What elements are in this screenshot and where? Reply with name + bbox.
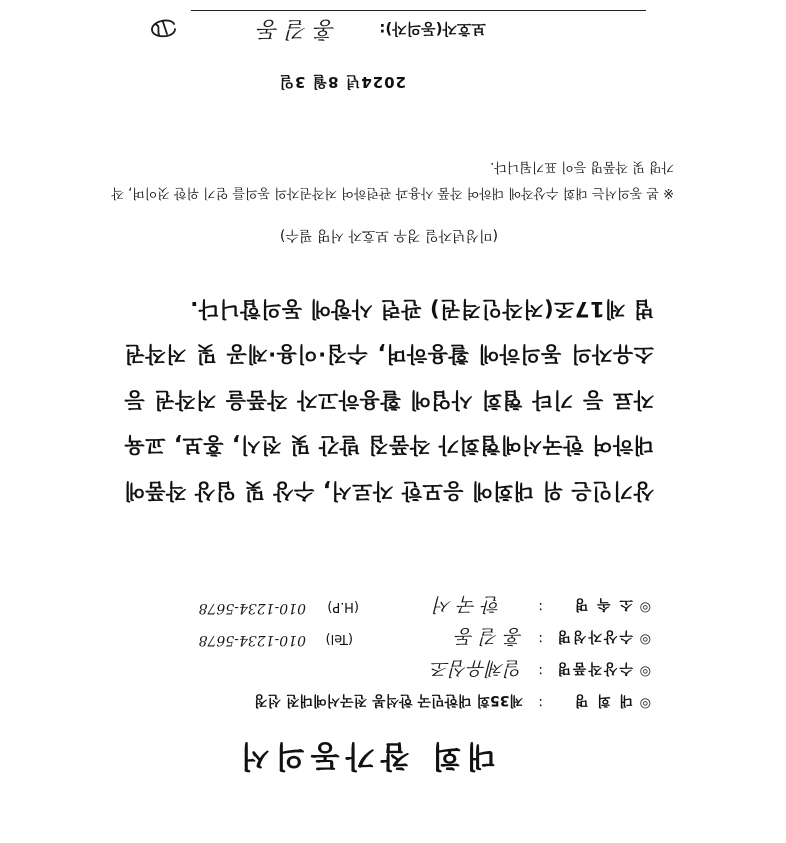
info-label: 대 회 명 bbox=[572, 692, 633, 708]
info-label: 소 속 명 bbox=[572, 596, 633, 612]
bullet-icon: ◎ bbox=[639, 664, 651, 679]
phone-value: 010-1234-5678 bbox=[198, 600, 306, 616]
info-value-handwritten: 홍 길 동 bbox=[455, 625, 523, 647]
footnote: ※ 본 동의서는 대회 수상작에 대하여 작품 사용과 관련하여 저작권자의 동의를 얻기 위한 것이며, 작가명 및 작품명 등이 표기됩니다. bbox=[111, 159, 674, 200]
signer-name: 홍 길 동 bbox=[258, 16, 336, 41]
date-line: 2024년 8월 3일 bbox=[278, 73, 406, 91]
bullet-icon: ◎ bbox=[639, 600, 651, 615]
info-label: 수상자성명 bbox=[555, 628, 633, 644]
info-value: 제35회 대한민국 한석봉 전국서예대전 선정 bbox=[254, 692, 523, 708]
seal-signature-mark bbox=[147, 14, 181, 44]
info-colon: : bbox=[538, 695, 543, 711]
info-row-winner-name bbox=[131, 623, 651, 651]
guardian-note: (미성년자일 경우 보호자 서명 필수) bbox=[279, 227, 499, 243]
info-row-affiliation bbox=[131, 591, 651, 619]
info-colon: : bbox=[538, 663, 543, 679]
info-colon: : bbox=[538, 631, 543, 647]
phone-value: 010-1234-5678 bbox=[198, 632, 306, 648]
info-label: 수상작품명 bbox=[555, 660, 633, 676]
phone-label: (H.P) bbox=[327, 599, 359, 614]
document-title: 대회 참가동의서 bbox=[234, 738, 496, 773]
signature-underline bbox=[191, 10, 646, 11]
info-colon: : bbox=[538, 599, 543, 615]
signer-label: 보호자(동의자): bbox=[379, 20, 486, 38]
info-row-work-title bbox=[131, 655, 651, 683]
bullet-icon: ◎ bbox=[639, 696, 651, 711]
phone-label: (Tel) bbox=[325, 631, 353, 646]
bullet-icon: ◎ bbox=[639, 632, 651, 647]
info-value-handwritten: 일체유심조 bbox=[431, 657, 523, 679]
info-row-contest-name bbox=[131, 687, 651, 715]
signature-line bbox=[126, 8, 486, 48]
info-value-handwritten: 한 국 서 bbox=[433, 593, 501, 615]
consent-body: 상기인은 위 대회에 응모한 자로서, 수상 및 입상 작품에 대하여 한국서예협회가 작품집 발간 및 전시, 홍보, 교육 자료 등 기타 협회 사업에 활용하고자 작품을 저작권 등 소유자의 동의하에 활용하며, 수집·이용·제공 및 저작권법 제17조(저작인격권) 관련 사항에 동의합니다. bbox=[124, 297, 654, 503]
